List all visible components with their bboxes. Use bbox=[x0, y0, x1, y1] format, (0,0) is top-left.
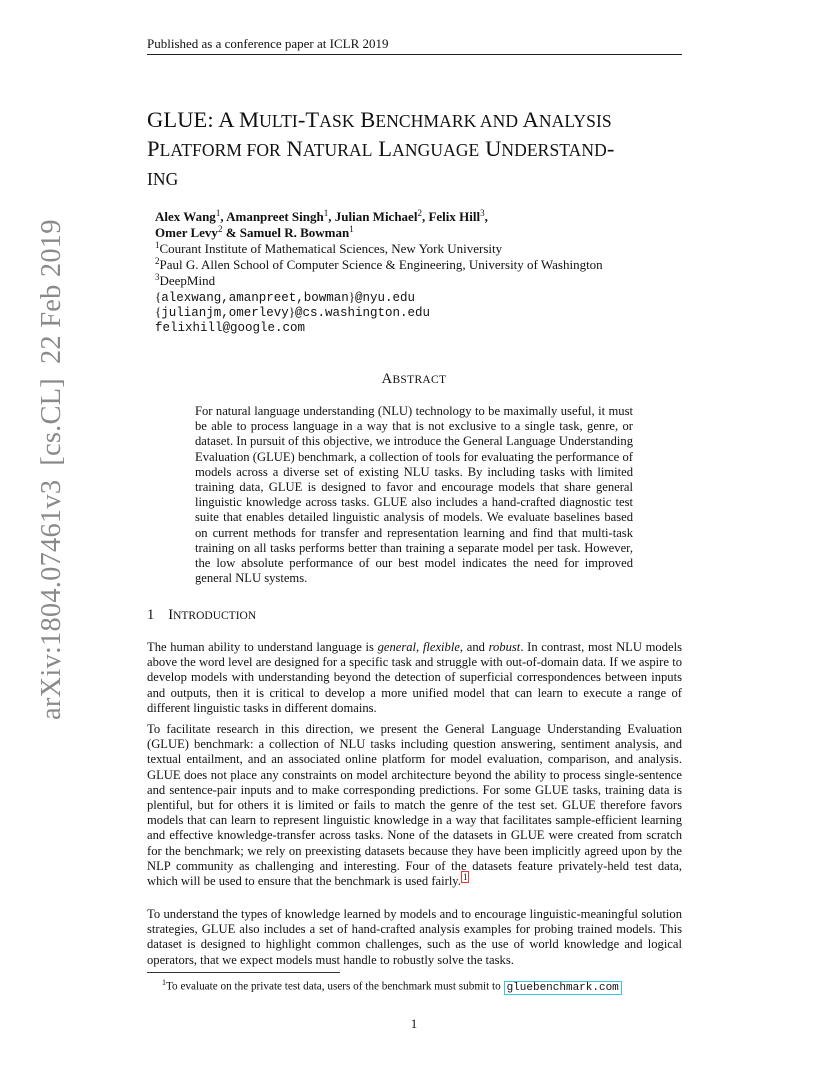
email-line: {julianjm,omerlevy}@cs.washington.edu bbox=[155, 304, 431, 320]
footnote-marker[interactable]: 1 bbox=[462, 872, 468, 883]
footnote-rule bbox=[147, 972, 340, 973]
abstract-text: For natural language understanding (NLU) technology to be maximally useful, it must be able to process language in a way that is not exclusive to a single task, genre, or dataset. In pursuit of this objective, we introduce the General Language Understanding Evaluation (GLUE) benchmark, a collection of tools for evaluating the performance of models across a diverse set of existing NLU tasks. By including tasks with limited training data, GLUE is designed to favor and encourage models that share general linguistic knowledge across tasks. GLUE also includes a hand-crafted diagnostic test suite that enables detailed linguistic analysis of models. We evaluate baselines based on current methods for transfer and representation learning and find that multi-task training on all tasks performs better than training a separate model per task. However, the low absolute performance of our best model indicates the need for improved general NLU systems. bbox=[195, 404, 633, 586]
page-number: 1 bbox=[410, 1016, 418, 1031]
section-heading: 1 INTRODUCTION bbox=[147, 607, 257, 623]
author-list: Alex Wang$^1$, Amanpreet Singh$^1$, Julian Michael$^2$, Felix Hill$^3$, Omer Levy$^2$ & Samuel R. Bowman$^1$ bbox=[155, 208, 488, 240]
email-line: {alexwang,amanpreet,bowman}@nyu.edu bbox=[155, 289, 416, 305]
paper-title: GLUE: A MULTI-TASK BENCHMARK AND ANALYSIS PLATFORM FOR NATURAL LANGUAGE UNDERSTAND- ING bbox=[147, 107, 615, 189]
arxiv-stamp: arXiv:1804.07461v3[cs.CL]22 Feb 2019 bbox=[36, 219, 67, 720]
affiliation: $^2$Paul G. Allen School of Computer Science & Engineering, University of Washington bbox=[155, 256, 603, 272]
body-paragraph: To facilitate research in this direction, we present the General Language Understanding Evaluation (GLUE) benchmark: a collection of NLU tasks including question answering, sentiment analysis, and textual entailment, and an associated online platform for model evaluation, comparison, and analysis. GLUE does not place any constraints on model architecture beyond the ability to process single-sentence and sentence-pair inputs and to make corresponding predictions. For some GLUE tasks, training data is plentiful, but for others it is limited or fails to match the genre of the test set. GLUE therefore favors models that can learn to represent linguistic knowledge in a way that facilitates sample-efficient learning and effective knowledge-transfer across tasks. None of the datasets in GLUE were created from scratch for the benchmark; we rely on preexisting datasets because they have been implicitly agreed upon by the NLP community as challenging and interesting. Four of the datasets feature privately-held test data, which will be used to ensure that the benchmark is used fairly. $^1$ bbox=[147, 722, 682, 889]
footnote: $^1$To evaluate on the private test data, users of the benchmark must submit to gluebenchmark.com bbox=[162, 978, 622, 995]
body-paragraph: The human ability to understand language is general, flexible, and robust. In contrast, most NLU models above the word level are designed for a specific task and struggle with out-of-domain data. If we aspire to develop models with understanding beyond the detection of superficial correspondences between inputs and outputs, then it is critical to develop a more unified model that can learn to execute a range of different linguistic tasks in different domains. bbox=[147, 640, 683, 715]
abstract-heading: ABSTRACT bbox=[381, 371, 447, 387]
affiliation: $^1$Courant Institute of Mathematical Sciences, New York University bbox=[155, 240, 503, 256]
gluebenchmark-link[interactable]: gluebenchmark.com bbox=[504, 981, 622, 995]
body-paragraph: To understand the types of knowledge learned by models and to encourage linguistic-meaningful solution strategies, GLUE also includes a set of hand-crafted analysis examples for probing trained models. This dataset is designed to highlight common challenges, such as the use of world knowledge and logical operators, that we expect models must handle to robustly solve the tasks. bbox=[147, 907, 682, 967]
email-line: felixhill@google.com bbox=[155, 321, 306, 335]
running-header: Published as a conference paper at ICLR 2019 bbox=[147, 36, 389, 51]
affiliation: $^3$DeepMind bbox=[155, 272, 216, 288]
header-rule bbox=[147, 54, 682, 55]
